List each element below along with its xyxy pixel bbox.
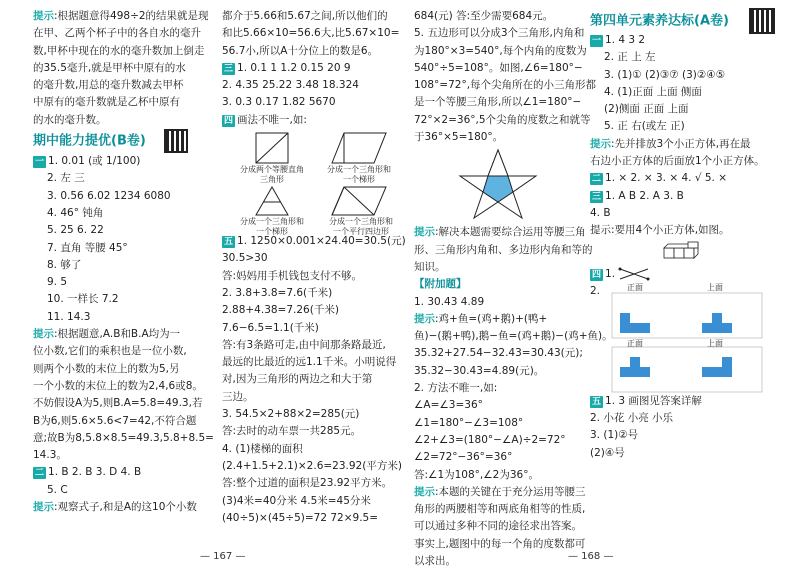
answer-text: 4. (1)正面 上面 侧面 bbox=[604, 85, 702, 98]
tip-label: 提示 bbox=[414, 226, 435, 239]
tip-paragraph bbox=[414, 224, 593, 276]
column-4 bbox=[590, 8, 776, 462]
text-line: 5. 五边形可以分成3个三角形,内角和 bbox=[414, 27, 585, 40]
section-badge: 一 bbox=[35, 157, 45, 168]
text-line: 30.5>30 bbox=[222, 252, 268, 265]
text-line: 是一个等腰三角形,所以∠1=180°− bbox=[414, 96, 582, 109]
text-line: 提示:根据题意得498÷2的结果就是现 bbox=[33, 10, 209, 22]
answer-3-1: 三 1. 0.1 1 1.2 0.15 20 9 bbox=[224, 61, 351, 74]
answer-row bbox=[590, 101, 776, 118]
text-line: 形、三角形内角和、多边形内角和等的 bbox=[414, 243, 593, 256]
answer-4-2-label: 2. bbox=[590, 284, 601, 297]
text-line: 于36°×5=180°。 bbox=[414, 131, 504, 144]
text-line: 提示:根据题意,A.B和B.A均为一 bbox=[33, 328, 181, 341]
text-line: ∠1=180°−∠3=108° bbox=[414, 416, 524, 429]
text-line: ∠A=∠3=36° bbox=[414, 399, 483, 412]
tip-label: 提示 bbox=[590, 137, 611, 150]
answer-4-1: 四 1. bbox=[590, 266, 776, 283]
text-line: B为6,则5.6×5.6<7=42,不符合题 bbox=[33, 414, 197, 427]
answer-text: 1. 4 3 2 bbox=[605, 34, 646, 46]
section-badge: 三 bbox=[592, 191, 602, 202]
answer-row bbox=[33, 205, 219, 222]
answer-row bbox=[33, 222, 219, 239]
figure-triangle-split bbox=[256, 187, 288, 215]
answer-row bbox=[33, 309, 219, 326]
view-label-front-2: 正面 bbox=[627, 338, 643, 348]
text-line: 提示:本题的关键在于充分运用等腰三 bbox=[414, 485, 586, 498]
text-line: 一个小数的末位上的数为2,4,6或8。 bbox=[33, 379, 203, 392]
text-line: 角形的两腰相等和两底角相等的性质, bbox=[414, 503, 586, 516]
section-badge: 二 bbox=[592, 174, 602, 185]
answer-list-2 bbox=[33, 464, 219, 499]
view-grids-svg bbox=[612, 283, 772, 393]
answer-text: 2. 左 三 bbox=[47, 172, 85, 185]
answer-row bbox=[590, 118, 776, 135]
page-number-right: — 168 — bbox=[568, 551, 614, 562]
text-line: 的水的毫升数。 bbox=[33, 113, 107, 126]
text-line: 提示:先并排放3个小正方体,再在最 bbox=[590, 137, 751, 150]
text-line: 事实上,题图中的每一个角的度数都可 bbox=[414, 537, 586, 550]
figure-label-4: 分成一个三角形和一个平行四边形 bbox=[329, 217, 393, 237]
cube-figure bbox=[590, 240, 776, 266]
text-line: 56.7小,所以A十分位上的数是6。 bbox=[222, 44, 379, 57]
answer-3-b: 4. B bbox=[590, 206, 611, 219]
column-2 bbox=[222, 8, 406, 527]
text-line: 不妨假设A为5,则B.A=5.8=49.3,若 bbox=[33, 397, 203, 410]
answer-text: 3. (1)① (2)③⑦ (3)②④⑤ bbox=[604, 68, 726, 81]
answer-row bbox=[33, 170, 219, 187]
view-label-front-1: 正面 bbox=[627, 282, 643, 292]
text-line: 答:妈妈用手机钱包支付不够。 bbox=[222, 269, 363, 282]
answer-3-2: 2. 4.35 25.22 3.48 18.324 bbox=[222, 79, 359, 92]
answer-row bbox=[33, 257, 219, 274]
text-line: 35.32−30.43=4.89(元)。 bbox=[414, 364, 545, 377]
section-title-midterm-b bbox=[33, 129, 219, 153]
text-line: 右边小正方体的后面放1个小正方体。 bbox=[590, 155, 765, 168]
answer-text: 4. 46° 钝角 bbox=[47, 206, 104, 219]
view-label-top-1: 上面 bbox=[707, 282, 723, 292]
text-line: 3. 54.5×2+88×2=285(元) bbox=[222, 408, 360, 421]
answer-row bbox=[33, 464, 219, 481]
view-label-top-2: 上面 bbox=[707, 338, 723, 348]
text-line: 提示:解决本题需要综合运用等腰三角 bbox=[414, 226, 586, 239]
answer-list-1 bbox=[590, 32, 776, 136]
answer-row bbox=[590, 84, 776, 101]
answer-text: 3. 0.56 6.02 1234 6080 bbox=[47, 189, 171, 202]
column-1 bbox=[33, 8, 219, 516]
text-line: 最远的比最近的远1.1千米。小明说得 bbox=[222, 356, 397, 369]
text-line: 答:有3条路可走,由中间那条路最近, bbox=[222, 338, 386, 351]
text-line: 意;故B为8,5.8×8.5=49.3,5.8+8.5= bbox=[33, 431, 214, 444]
answer-2: 二 1. × 2. × 3. × 4. √ 5. × bbox=[592, 172, 728, 185]
text-line: 可以通过多种不同的途径求出答案。 bbox=[414, 520, 582, 533]
answer-text: 9. 5 bbox=[47, 276, 68, 289]
answer-row bbox=[590, 67, 776, 84]
text-line: 以求出。 bbox=[414, 555, 456, 568]
answer-row bbox=[33, 291, 219, 308]
answer-text: (2)侧面 正面 上面 bbox=[604, 103, 689, 116]
figure-label-3: 分成一个三角形和一个梯形 bbox=[240, 217, 304, 237]
text-line: 72°×2=36°,5个尖角的度数之和就等 bbox=[414, 113, 591, 126]
text-line: 和比5.66×10=56.6大,比5.67×10= bbox=[222, 27, 400, 40]
section-badge: 四 bbox=[224, 115, 234, 126]
answer-3-3: 3. 0.3 0.17 1.82 5670 bbox=[222, 96, 336, 109]
text-line: 都介于5.66和5.67之间,所以他们的 bbox=[222, 10, 388, 22]
tip-label: 提示 bbox=[414, 312, 435, 325]
answer-row bbox=[33, 188, 219, 205]
text-line: 2. 小花 小亮 小乐 bbox=[590, 412, 674, 425]
tip-paragraph-3: 提示:观察式子,和是A的这10个小数 bbox=[33, 501, 197, 514]
text-line: 7.6−6.5=1.1(千米) bbox=[222, 321, 319, 334]
answer-list-1 bbox=[33, 153, 219, 326]
answer-text: 5. 25 6. 22 bbox=[47, 224, 104, 237]
answer-3: 三 1. A B 2. A 3. B bbox=[592, 189, 684, 202]
cubes-svg bbox=[590, 240, 776, 266]
text-line: 1. 30.43 4.89 bbox=[414, 295, 485, 308]
text-line: 中原有的毫升数就是乙杯中原有 bbox=[33, 96, 180, 109]
text-line: 对,因为三角形的两边之和大于第 bbox=[222, 373, 373, 386]
text-line: (40÷5)×(45÷5)=72 72×9.5= bbox=[222, 511, 379, 524]
text-line: 2. 方法不唯一,如: bbox=[414, 382, 498, 395]
answer-5-list bbox=[222, 233, 406, 527]
section-badge: 四 bbox=[592, 269, 602, 280]
answer-5-list bbox=[590, 393, 776, 462]
section-title-text: 期中能力提优(B卷) bbox=[33, 133, 146, 149]
text-line: 4. (1)楼梯的面积 bbox=[222, 442, 303, 455]
answer-text: 5. C bbox=[47, 483, 68, 496]
text-line: (2)④号 bbox=[590, 446, 625, 459]
answer-text: 1. 0.01 (或 1/100) bbox=[48, 155, 141, 168]
tip-paragraph-2: 提示:要用4个小正方体,如图。 bbox=[590, 224, 730, 237]
section-badge: 一 bbox=[592, 36, 602, 46]
tip-label: 提示 bbox=[414, 485, 435, 498]
answer-row bbox=[33, 274, 219, 291]
figure-parallelogram-split bbox=[332, 133, 386, 163]
text-line: 540°÷5=108°。如图,∠6=180°− bbox=[414, 61, 583, 74]
text-line: (2.4+1.5+2.1)×2.6=23.92(平方米) bbox=[222, 459, 402, 472]
answer-text: 7. 直角 等腰 45° bbox=[47, 241, 128, 254]
unit-title bbox=[590, 8, 776, 32]
answer-text: 1. B 2. B 3. D 4. B bbox=[48, 466, 142, 479]
answer-text: 5. 正 右(或左 正) bbox=[604, 120, 685, 133]
unit-title-text: 第四单元素养达标(A卷) bbox=[590, 13, 729, 29]
page-number-left: — 167 — bbox=[200, 551, 246, 562]
text-line: 鱼)−(鹅+鸭),鹅−鱼=(鸡+鹅)−(鸡+鱼)。 bbox=[414, 330, 613, 343]
answer-row bbox=[590, 32, 776, 49]
star-figure bbox=[414, 146, 582, 224]
shape-division-figures bbox=[222, 129, 402, 237]
tip-paragraph-1 bbox=[33, 8, 219, 129]
text-line: 108°=72°,每个尖角所在的小三角形都 bbox=[414, 79, 597, 92]
section-badge: 三 bbox=[224, 63, 234, 74]
continuation-paragraph bbox=[222, 8, 402, 60]
pentagon-answer bbox=[414, 8, 597, 146]
answer-row bbox=[33, 153, 219, 170]
text-line: 三边。 bbox=[222, 390, 254, 403]
star-svg bbox=[414, 146, 582, 224]
tip-label: 提示 bbox=[33, 10, 54, 22]
text-line: 五 1. 1250×0.001×24.40=30.5(元) bbox=[224, 235, 406, 248]
text-line: 的35.5毫升,就是甲杯中原有的水 bbox=[33, 61, 186, 74]
text-line: 2.88+4.38=7.26(千米) bbox=[222, 304, 339, 317]
text-line: 答:整个过道的面积是23.92平方米。 bbox=[222, 477, 393, 490]
text-line: 为180°×3=540°,每个内角的度数为 bbox=[414, 44, 587, 57]
answer-text: 11. 14.3 bbox=[47, 310, 91, 323]
section-badge: 二 bbox=[35, 468, 45, 479]
text-line: 答:∠1为108°,∠2为36°。 bbox=[414, 468, 539, 481]
text-line: 知识。 bbox=[414, 260, 446, 273]
cross-lines-figure bbox=[618, 267, 658, 281]
text-line: 3. (1)②号 bbox=[590, 429, 639, 442]
qr-code-icon bbox=[164, 129, 188, 153]
text-line: 2. 3.8+3.8=7.6(千米) bbox=[222, 286, 333, 299]
text-line: (3)4米=40分米 4.5米=45分米 bbox=[222, 494, 371, 507]
tip-label: 提示 bbox=[33, 328, 54, 341]
figure-square-diagonal bbox=[256, 133, 288, 163]
answer-text: 8. 够了 bbox=[47, 258, 82, 271]
answer-text: 2. 正 上 左 bbox=[604, 51, 656, 64]
section-badge: 五 bbox=[592, 396, 602, 407]
text-line: 684(元) 答:至少需要684元。 bbox=[414, 10, 554, 22]
text-line: 位小数,它们的乘积也是一位小数, bbox=[33, 345, 187, 358]
text-line: 答:去时的动车票一共285元。 bbox=[222, 425, 362, 438]
text-line: ∠2=72°−36°=36° bbox=[414, 451, 513, 464]
answer-4-intro: 四 画法不唯一,如: bbox=[224, 113, 307, 126]
extra-section-title: 【附加题】 bbox=[414, 278, 467, 291]
text-line: 提示:鸡+鱼=(鸡+鹅)+(鸭+ bbox=[414, 312, 548, 325]
text-line: 14.3。 bbox=[33, 449, 67, 462]
tip-paragraph-1 bbox=[590, 136, 776, 171]
text-line: ∠2+∠3=(180°−∠A)÷2=72° bbox=[414, 433, 566, 446]
answer-row bbox=[33, 240, 219, 257]
figure-label-2: 分成一个三角形和一个梯形 bbox=[327, 165, 391, 185]
figure-label-1: 分成两个等腰直角三角形 bbox=[240, 165, 304, 185]
text-line: 的毫升数,用总的毫升数减去甲杯 bbox=[33, 79, 184, 92]
text-line: 在甲、乙两个杯子中的各自水的毫升 bbox=[33, 27, 201, 40]
text-line: 35.32+27.54−32.43=30.43(元); bbox=[414, 347, 583, 360]
answer-row bbox=[590, 49, 776, 66]
text-line: 五 1. 3 画图见答案详解 bbox=[592, 394, 702, 407]
answer-row bbox=[33, 482, 219, 499]
section-badge: 五 bbox=[224, 237, 234, 248]
views-figure bbox=[590, 283, 776, 393]
figure-parallelogram-diagonal bbox=[332, 187, 386, 215]
answer-text: 10. 一样长 7.2 bbox=[47, 293, 119, 306]
tip-label: 提示 bbox=[33, 501, 54, 514]
text-line: 数,甲杯中现在的水的毫升数加上倒走 bbox=[33, 44, 205, 57]
qr-code-icon bbox=[749, 8, 775, 34]
tip-paragraph-2 bbox=[33, 326, 219, 464]
text-line: 则两个小数的末位上的数为5,另 bbox=[33, 362, 180, 375]
